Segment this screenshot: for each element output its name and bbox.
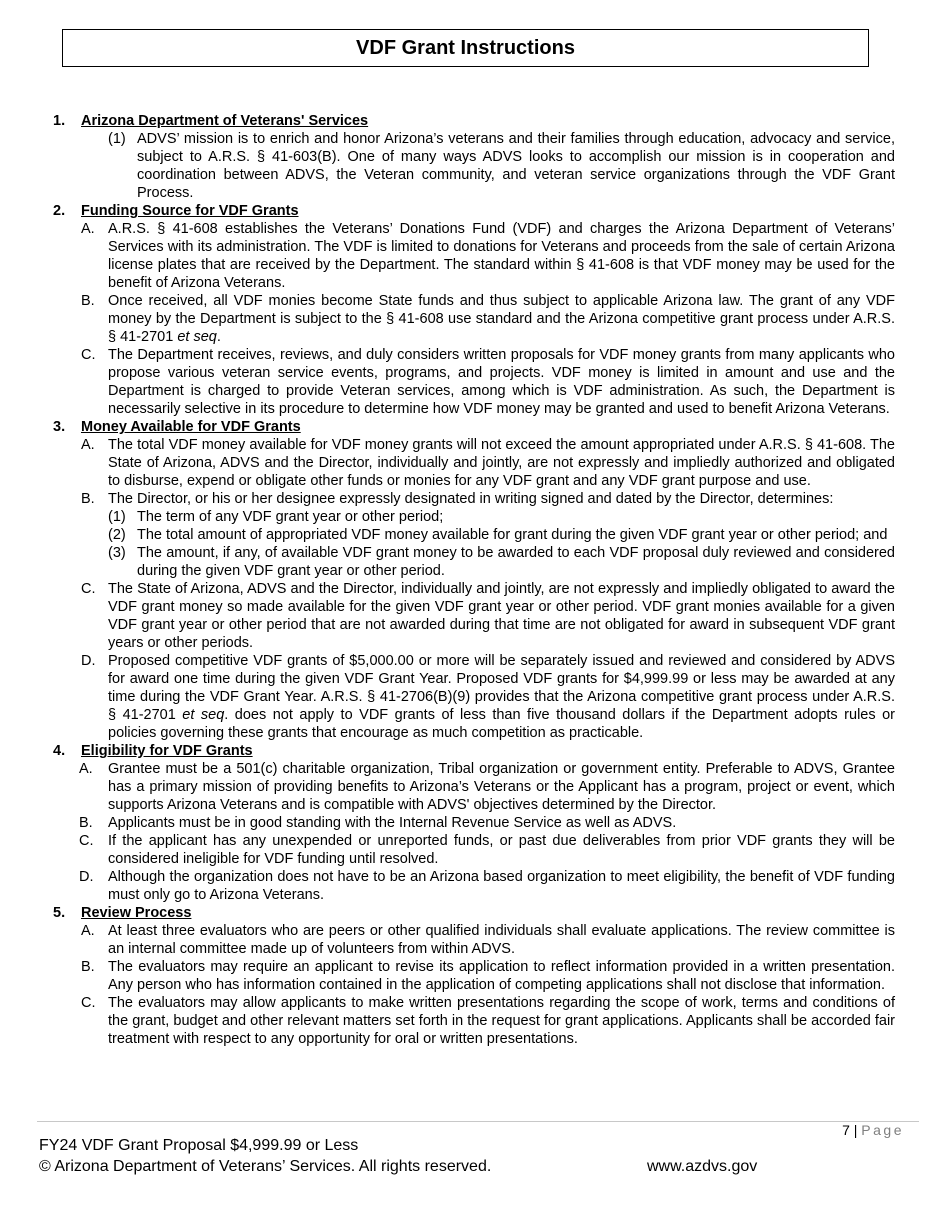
item-label: A. xyxy=(79,761,93,777)
page-number-value: 7 xyxy=(842,1122,850,1138)
item-label: B. xyxy=(79,815,93,831)
item-text-main: The Director, or his or her designee expressly designated in writing signed and dated by the Director, determines: xyxy=(108,491,834,507)
item-label: (2) xyxy=(108,527,126,543)
item-text-main: At least three evaluators who are peers or other qualified individuals shall evaluate applications. The review committee is an internal committee made up of volunteers from within ADVS. xyxy=(108,923,895,957)
section-heading xyxy=(0,418,950,436)
item-text-main: Grantee must be a 501(c) charitable organization, Tribal organization or government entity. Preferable to ADVS, Grantee has a primary mission of providing benefits to Arizona’s Veterans or the Applicant has a program, project or event, which supports Arizona Veterans and is compatible with ADVS' objectives determined by the Director. xyxy=(108,761,895,813)
list-item xyxy=(0,436,950,490)
section-number: 5. xyxy=(53,905,66,921)
section-heading xyxy=(0,202,950,220)
list-item xyxy=(0,832,950,868)
item-text-main: The Department receives, reviews, and duly considers written proposals for VDF money grants from many applicants who propose various veteran service events, programs, and projects. VDF money is limited in amount and use and the Department is charged to provide Veteran services, among which is VDF administration. As such, the Department is necessarily selective in its procedure to determine how VDF money may be granted and used to benefit Arizona Veterans. xyxy=(108,347,895,417)
item-text xyxy=(108,922,895,958)
section xyxy=(0,742,950,904)
item-text xyxy=(108,814,895,832)
item-text xyxy=(108,868,895,904)
item-label: C. xyxy=(81,581,96,597)
item-label: A. xyxy=(81,221,95,237)
item-text-main: The State of Arizona, ADVS and the Director, individually and jointly, are not expressly and impliedly obligated to award the VDF grant money so made available for the given VDF grant year or other period. VDF grant monies available for a given VDF grant year or other period that are not awarded during that time are not obligated for award in subsequent VDF grant years or other periods. xyxy=(108,581,895,651)
section xyxy=(0,112,950,202)
list-item xyxy=(0,868,950,904)
section-heading xyxy=(0,742,950,760)
section-heading xyxy=(0,904,950,922)
section-number: 2. xyxy=(53,203,66,219)
item-text-main: The evaluators may allow applicants to make written presentations regarding the scope of work, terms and conditions of the grant, budget and other relevant matters set forth in the request for grant applications. Applicants shall be accorded fair treatment with respect to any opportunity for oral or written presentations. xyxy=(108,995,895,1047)
footer-divider xyxy=(37,1121,919,1122)
item-text xyxy=(108,652,895,742)
sub-list-item xyxy=(0,508,950,526)
section-number: 4. xyxy=(53,743,66,759)
sub-list-item xyxy=(0,526,950,544)
item-label: A. xyxy=(81,923,95,939)
list-item xyxy=(0,760,950,814)
item-text-main: If the applicant has any unexpended or unreported funds, or past due deliverables from prior VDF grants they will be considered ineligible for VDF funding until resolved. xyxy=(108,833,895,867)
item-text-main: ADVS’ mission is to enrich and honor Arizona’s veterans and their families through education, advocacy and service, subject to A.R.S. § 41-603(B). One of many ways ADVS looks to accomplish our mission is in cooperation and coordination between ADVS, the Veteran community, and veteran service organizations through the VDF Grant Process. xyxy=(137,131,895,201)
list-item xyxy=(0,292,950,346)
section xyxy=(0,904,950,1048)
item-text xyxy=(108,436,895,490)
item-text-italic: et seq xyxy=(182,707,225,723)
item-text-tail: . xyxy=(216,329,221,345)
item-text xyxy=(108,292,895,346)
item-text xyxy=(108,994,895,1048)
item-text xyxy=(108,220,895,292)
section-number: 3. xyxy=(53,419,66,435)
item-text-main: A.R.S. § 41-608 establishes the Veterans’ Donations Fund (VDF) and charges the Arizona Department of Veterans’ Services with its administration. The VDF is limited to donations for Veterans and proceeds from the sale of certain Arizona license plates that are received by the Department. The standard within § 41-608 is that VDF money may be used for the benefit of Arizona Veterans. xyxy=(108,221,895,291)
item-label: (1) xyxy=(108,131,126,147)
item-text-italic: et seq xyxy=(177,329,217,345)
item-text xyxy=(137,544,895,580)
item-text xyxy=(137,526,895,544)
section-number: 1. xyxy=(53,113,66,129)
section-title: Review Process xyxy=(81,905,192,921)
section-title: Money Available for VDF Grants xyxy=(81,419,301,435)
item-label: (3) xyxy=(108,545,126,561)
section-title: Funding Source for VDF Grants xyxy=(81,203,299,219)
item-text-main: Proposed competitive VDF grants of $5,000.00 or more will be separately issued and reviewed and considered by ADVS for award one time during the given VDF Grant Year. Proposed VDF grants for $4,999.99 or less may be awarded at any time during the VDF Grant Year. A.R.S. § 41-2706(B)(9) provides that the Arizona competitive grant process under A.R.S. § 41-2701 xyxy=(108,653,895,723)
list-item xyxy=(0,220,950,292)
item-label: A. xyxy=(81,437,95,453)
item-label: D. xyxy=(79,869,94,885)
item-text-main: The evaluators may require an applicant to revise its application to reflect information provided in a written presentation. Any person who has information contained in the application of competing applications shall not disclose that information. xyxy=(108,959,895,993)
sub-list-item xyxy=(0,544,950,580)
page-label: Page xyxy=(861,1122,904,1138)
section xyxy=(0,418,950,742)
footer-website: www.azdvs.gov xyxy=(647,1158,758,1175)
section-title: Eligibility for VDF Grants xyxy=(81,743,253,759)
list-item xyxy=(0,652,950,742)
item-text xyxy=(108,490,895,508)
footer-proposal-title: FY24 VDF Grant Proposal $4,999.99 or Less xyxy=(39,1137,359,1154)
list-item xyxy=(0,490,950,508)
item-label: (1) xyxy=(108,509,126,525)
item-label: B. xyxy=(81,491,95,507)
item-text-main: Once received, all VDF monies become State funds and thus subject to applicable Arizona law. The grant of any VDF money by the Department is subject to the § 41-608 use standard and the Arizona competitive grant process under A.R.S. § 41-2701 xyxy=(108,293,895,345)
item-label: B. xyxy=(81,293,95,309)
item-text-main: The total VDF money available for VDF money grants will not exceed the amount appropriated under A.R.S. § 41-608. The State of Arizona, ADVS and the Director, individually and jointly, are not expressly and impliedly authorized and obligated to disburse, expend or obligate other funds or monies for any VDF grant and any VDF grant purpose and use. xyxy=(108,437,895,489)
item-text-tail: . does not apply to VDF grants of less than five thousand dollars if the Department adopts rules or policies governing these grants that encourage as much competition as practicable. xyxy=(108,707,896,741)
item-text-main: The amount, if any, of available VDF grant money to be awarded to each VDF proposal duly reviewed and considered during the given VDF grant year or other period. xyxy=(137,545,895,579)
item-text-main: Applicants must be in good standing with the Internal Revenue Service as well as ADVS. xyxy=(108,815,677,831)
list-item xyxy=(0,814,950,832)
list-item xyxy=(0,922,950,958)
item-text-main: The term of any VDF grant year or other period; xyxy=(137,509,444,525)
page-separator: | xyxy=(849,1122,862,1138)
item-text xyxy=(108,760,895,814)
item-text xyxy=(108,346,895,418)
document-title: VDF Grant Instructions xyxy=(62,29,869,67)
section xyxy=(0,202,950,418)
item-label: B. xyxy=(81,959,95,975)
list-item xyxy=(0,958,950,994)
item-text xyxy=(137,130,895,202)
page-number xyxy=(842,1121,904,1139)
list-item xyxy=(0,994,950,1048)
list-item xyxy=(0,580,950,652)
item-text xyxy=(108,832,895,868)
item-text-main: Although the organization does not have to be an Arizona based organization to meet eligibility, the benefit of VDF funding must only go to Arizona Veterans. xyxy=(108,869,895,903)
item-text-main: The total amount of appropriated VDF money available for grant during the given VDF grant year or other period; and xyxy=(137,527,888,543)
item-text xyxy=(108,580,895,652)
item-text xyxy=(108,958,895,994)
section-title: Arizona Department of Veterans' Services xyxy=(81,113,369,129)
item-label: C. xyxy=(79,833,94,849)
section-heading xyxy=(0,112,950,130)
instructions-body xyxy=(0,112,950,1048)
footer-copyright: © Arizona Department of Veterans’ Services. All rights reserved. xyxy=(39,1158,492,1175)
item-label: C. xyxy=(81,995,96,1011)
item-text xyxy=(137,508,895,526)
item-label: C. xyxy=(81,347,96,363)
list-item xyxy=(0,346,950,418)
item-label: D. xyxy=(81,653,96,669)
list-item xyxy=(0,130,950,202)
